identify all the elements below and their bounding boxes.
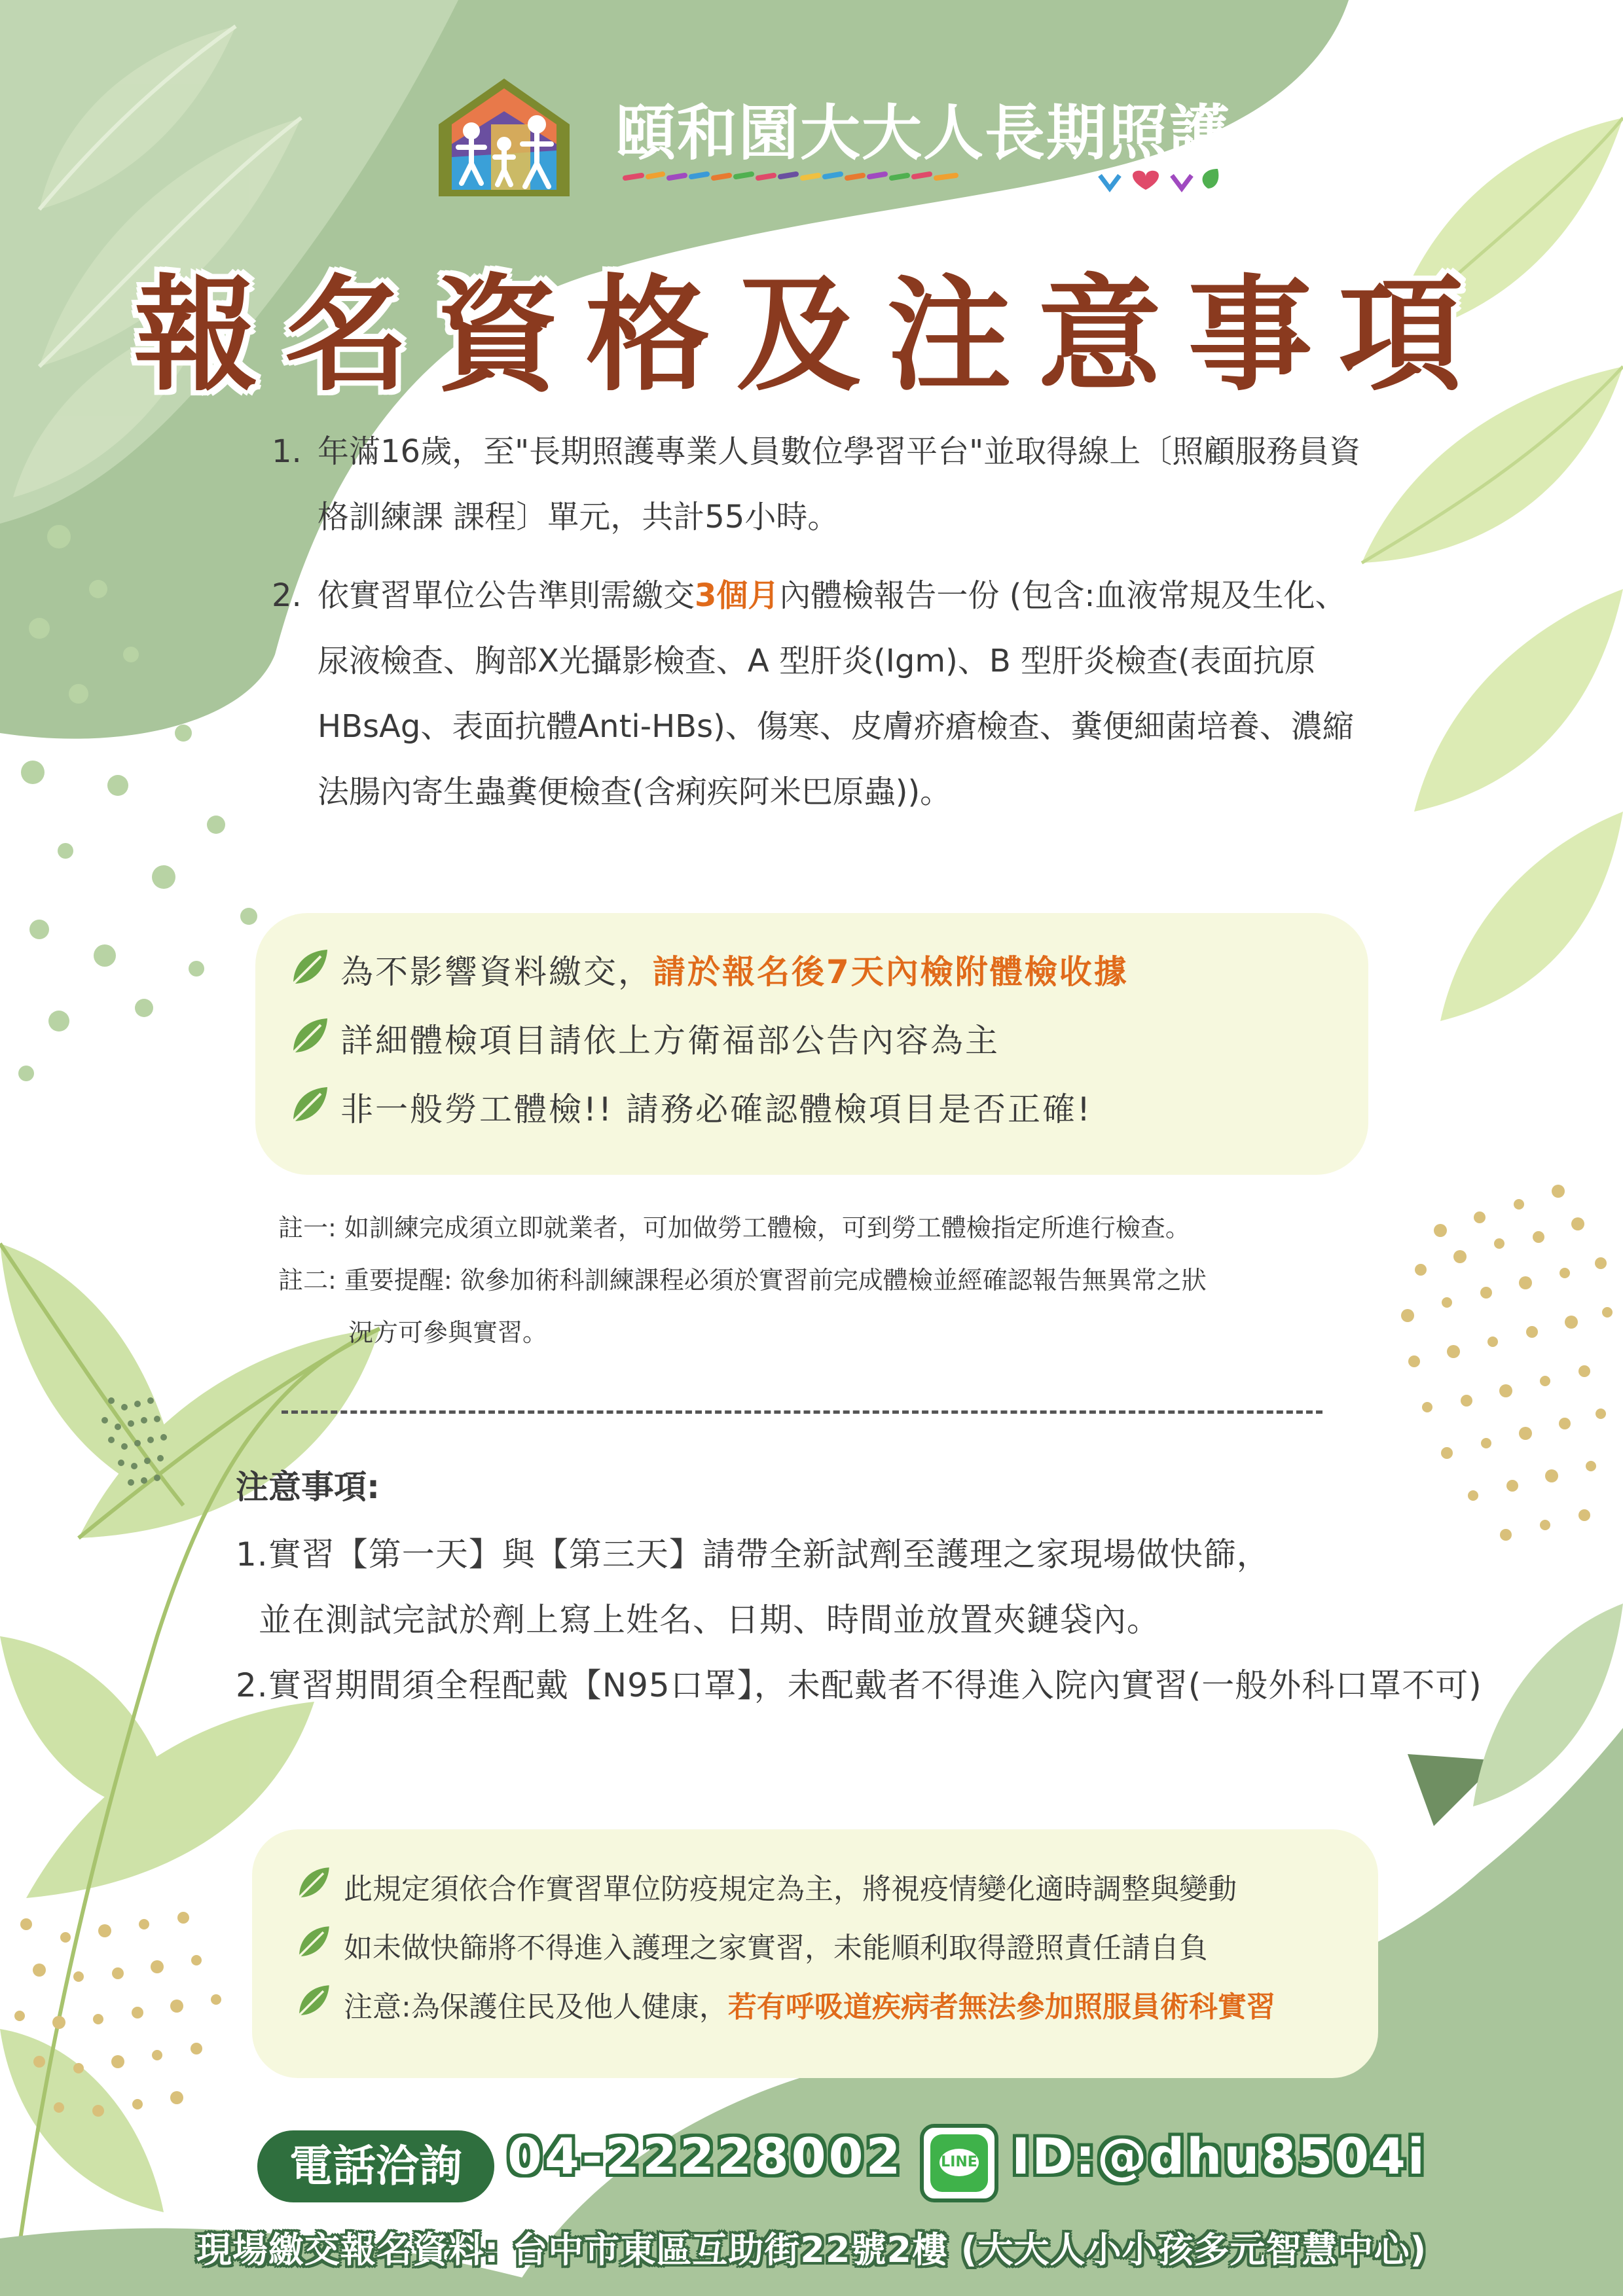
leaf-icon	[295, 1864, 333, 1902]
notice-item	[340, 946, 1129, 993]
footnote-2-line-2: 況方可參與實習。	[348, 1318, 548, 1347]
attention-item-1-line-1: 1.實習【第一天】與【第三天】請帶全新試劑至護理之家現場做快篩，	[236, 1535, 1270, 1573]
notice-item	[340, 1014, 1000, 1062]
notice-item	[344, 1983, 1275, 2025]
requirement-text-pre: 依實習單位公告準則需繳交	[318, 577, 695, 614]
page-title: 報名資格及注意事項	[134, 262, 1489, 408]
footnote-1: 註一: 如訓練完成須立即就業者，可加做勞工體檢，可到勞工體檢指定所進行檢查。	[278, 1213, 1190, 1242]
notice-text: 此規定須依合作實習單位防疫規定為主，將視疫情變化適時調整與變動	[344, 1873, 1237, 1906]
submission-address: 現場繳交報名資料: 台中市東區互助街22號2樓 (大大人小小孩多元智慧中心)	[196, 2229, 1427, 2270]
notice-text: 詳細體檢項目請依上方衛福部公告內容為主	[340, 1022, 1000, 1060]
requirement-text	[272, 563, 1372, 825]
heart-decoration-icon	[1087, 162, 1231, 195]
phone-number[interactable]: 04-22228002	[507, 2127, 903, 2185]
requirement-1	[272, 419, 1372, 550]
line-icon-bg	[930, 2134, 988, 2192]
notice-text: 如未做快篩將不得進入護理之家實習，未能順利取得證照責任請自負	[344, 1931, 1208, 1965]
line-app-icon	[920, 2124, 998, 2202]
house-family-logo-icon	[426, 72, 583, 203]
notice-box-epidemic	[252, 1829, 1378, 2078]
leaf-icon	[288, 1083, 331, 1126]
attention-heading: 注意事項:	[236, 1468, 380, 1506]
notice-text: 注意:為保護住民及他人健康，	[344, 1990, 728, 2024]
notice-box-health-check	[255, 913, 1368, 1175]
attention-item-2: 2.實習期間須全程配戴【N95口罩】，未配戴者不得進入院內實習(一般外科口罩不可)	[236, 1666, 1482, 1704]
org-logo	[426, 72, 1231, 203]
dashed-divider	[282, 1410, 1322, 1414]
leaf-icon	[288, 1014, 331, 1058]
requirement-text-post: 內體檢報告一份 (包含:血液常規及生化、尿液檢查、胸部X光攝影檢查、A 型肝炎(Igm)、B 型肝炎檢查(表面抗原HBsAg、表面抗體Anti-HBs)、傷寒、皮膚疥瘡檢查、糞便細菌培養、濃縮法腸內寄生蟲糞便檢查(含痢疾阿米巴原蟲))。	[318, 577, 1354, 810]
requirement-number: 2.	[272, 577, 302, 614]
footnote-2-line-1: 註二: 重要提醒: 欲參加術科訓練課程必須於實習前完成體檢並經確認報告無異常之狀	[278, 1266, 1207, 1295]
notice-item	[340, 1083, 1092, 1130]
org-name: 頤和園大大人長期照護	[615, 98, 1231, 168]
highlight-3-months: 3個月	[695, 577, 780, 614]
requirement-text: 年滿16歲，至"長期照護專業人員數位學習平台"並取得線上〔照顧服務員資格訓練課 課程〕單元，共計55小時。	[318, 433, 1361, 535]
notice-highlight: 若有呼吸道疾病者無法參加照服員術科實習	[727, 1990, 1275, 2024]
leaf-icon	[295, 1982, 333, 2020]
requirement-number: 1.	[272, 433, 302, 470]
notice-item	[344, 1924, 1208, 1966]
attention-item-1-line-2: 並在測試完試於劑上寫上姓名、日期、時間並放置夾鏈袋內。	[259, 1601, 1160, 1639]
colorful-dash-divider	[622, 164, 962, 190]
notice-highlight: 請於報名後7天內檢附體檢收據	[653, 953, 1129, 991]
line-badge-text: LINE	[941, 2154, 977, 2170]
leaf-icon	[295, 1923, 333, 1961]
phone-label-badge: 電話洽詢	[257, 2130, 494, 2202]
notice-item	[344, 1865, 1237, 1907]
line-id[interactable]: ID:@dhu8504i	[1012, 2127, 1427, 2185]
requirement-2	[272, 563, 1372, 825]
leaf-icon	[288, 946, 331, 989]
notice-text: 非一般勞工體檢!! 請務必確認體檢項目是否正確!	[340, 1090, 1093, 1128]
notice-text: 為不影響資料繳交，	[340, 953, 653, 991]
